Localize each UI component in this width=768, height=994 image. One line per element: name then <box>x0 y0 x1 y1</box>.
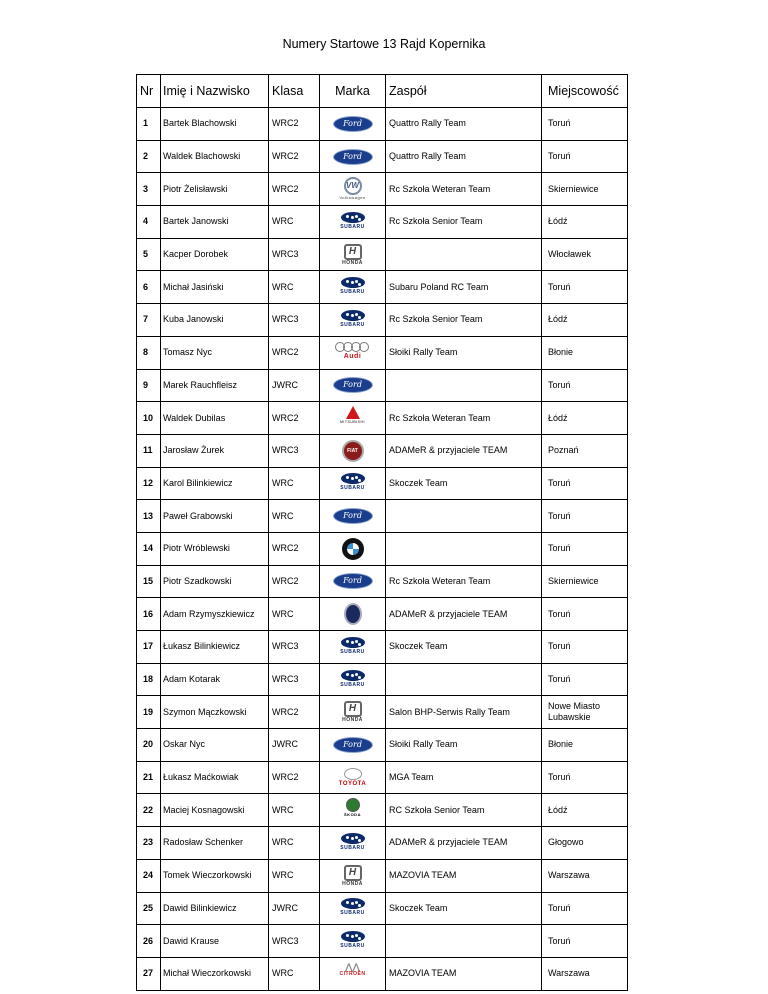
start-number: 16 <box>137 598 161 631</box>
brand-cell <box>320 173 386 206</box>
class-cell: WRC <box>269 859 320 892</box>
driver-name: Adam Rzymyszkiewicz <box>161 598 269 631</box>
subaru-logo: SUBARU <box>334 833 372 853</box>
start-number: 10 <box>137 402 161 435</box>
brand-cell <box>320 532 386 565</box>
start-number: 27 <box>137 957 161 990</box>
start-number: 21 <box>137 761 161 794</box>
honda-logo: H HONDA <box>342 245 363 266</box>
start-number: 2 <box>137 140 161 173</box>
start-number: 23 <box>137 827 161 860</box>
class-cell: WRC3 <box>269 304 320 337</box>
driver-name: Oskar Nyc <box>161 729 269 762</box>
driver-name: Michał Wieczorkowski <box>161 957 269 990</box>
table-row <box>137 271 628 304</box>
ford-logo: Ford <box>333 737 373 753</box>
brand-cell <box>320 271 386 304</box>
brand-cell <box>320 140 386 173</box>
brand-cell <box>320 369 386 402</box>
driver-name: Marek Rauchfleisz <box>161 369 269 402</box>
team-cell <box>386 238 542 271</box>
city-cell: Poznań <box>542 434 628 467</box>
class-cell: WRC <box>269 271 320 304</box>
header-nr: Nr <box>137 75 161 108</box>
brand-cell <box>320 598 386 631</box>
driver-name: Piotr Wróblewski <box>161 532 269 565</box>
class-cell: WRC <box>269 500 320 533</box>
subaru-logo: SUBARU <box>334 212 372 232</box>
team-cell: RC Szkoła Senior Team <box>386 794 542 827</box>
driver-name: Piotr Żelisławski <box>161 173 269 206</box>
class-cell: WRC <box>269 467 320 500</box>
class-cell: WRC3 <box>269 434 320 467</box>
brand-cell <box>320 827 386 860</box>
ford-logo: Ford <box>333 508 373 524</box>
city-cell: Włocławek <box>542 238 628 271</box>
start-number: 14 <box>137 532 161 565</box>
team-cell <box>386 663 542 696</box>
ford-logo: Ford <box>333 149 373 165</box>
driver-name: Waldek Dubilas <box>161 402 269 435</box>
team-cell: Słoiki Rally Team <box>386 729 542 762</box>
table-row <box>137 336 628 369</box>
table-row <box>137 957 628 990</box>
table-row <box>137 467 628 500</box>
class-cell: JWRC <box>269 729 320 762</box>
class-cell: WRC <box>269 957 320 990</box>
header-marka: Marka <box>320 75 386 108</box>
start-number: 6 <box>137 271 161 304</box>
city-cell: Toruń <box>542 892 628 925</box>
class-cell: JWRC <box>269 892 320 925</box>
class-cell: WRC2 <box>269 565 320 598</box>
subaru-logo: SUBARU <box>334 310 372 330</box>
table-row <box>137 598 628 631</box>
team-cell: Quattro Rally Team <box>386 108 542 141</box>
start-number: 20 <box>137 729 161 762</box>
table-row <box>137 827 628 860</box>
skoda-logo: ŠKODA <box>334 798 372 822</box>
team-cell: Rc Szkoła Senior Team <box>386 304 542 337</box>
class-cell: WRC <box>269 598 320 631</box>
class-cell: WRC2 <box>269 696 320 729</box>
class-cell: JWRC <box>269 369 320 402</box>
header-zespol: Zaspół <box>386 75 542 108</box>
table-row <box>137 140 628 173</box>
brand-cell <box>320 336 386 369</box>
brand-cell <box>320 631 386 664</box>
brand-cell <box>320 957 386 990</box>
driver-name: Łukasz Bilinkiewicz <box>161 631 269 664</box>
start-number: 7 <box>137 304 161 337</box>
header-miasto: Miejscowość <box>542 75 628 108</box>
city-cell: Warszawa <box>542 859 628 892</box>
table-row <box>137 532 628 565</box>
class-cell: WRC2 <box>269 761 320 794</box>
city-cell: Nowe Miasto Lubawskie <box>542 696 628 729</box>
table-row <box>137 500 628 533</box>
class-cell: WRC2 <box>269 173 320 206</box>
ford-logo: Ford <box>333 377 373 393</box>
team-cell: ADAMeR & przyjaciele TEAM <box>386 827 542 860</box>
class-cell: WRC2 <box>269 336 320 369</box>
table-row <box>137 206 628 239</box>
city-cell: Toruń <box>542 925 628 958</box>
bmw-logo <box>342 538 364 560</box>
driver-name: Kuba Janowski <box>161 304 269 337</box>
brand-cell <box>320 108 386 141</box>
table-row <box>137 565 628 598</box>
subaru-logo: SUBARU <box>334 931 372 951</box>
brand-cell <box>320 402 386 435</box>
subaru-logo: SUBARU <box>334 637 372 657</box>
driver-name: Karol Bilinkiewicz <box>161 467 269 500</box>
city-cell: Łódź <box>542 304 628 337</box>
honda-logo: H HONDA <box>342 703 363 724</box>
driver-name: Piotr Szadkowski <box>161 565 269 598</box>
table-row <box>137 696 628 729</box>
driver-name: Jarosław Żurek <box>161 434 269 467</box>
start-number: 11 <box>137 434 161 467</box>
start-number: 8 <box>137 336 161 369</box>
ford-logo: Ford <box>333 573 373 589</box>
brand-cell <box>320 238 386 271</box>
table-row <box>137 238 628 271</box>
mitsubishi-logo: MITSUBISHI <box>334 406 372 430</box>
start-list-table <box>136 74 628 991</box>
start-number: 15 <box>137 565 161 598</box>
city-cell: Głogowo <box>542 827 628 860</box>
class-cell: WRC <box>269 794 320 827</box>
brand-cell <box>320 729 386 762</box>
team-cell <box>386 532 542 565</box>
table-row <box>137 729 628 762</box>
team-cell: MGA Team <box>386 761 542 794</box>
driver-name: Maciej Kosnagowski <box>161 794 269 827</box>
city-cell: Łódź <box>542 794 628 827</box>
start-number: 24 <box>137 859 161 892</box>
header-name: Imię i Nazwisko <box>161 75 269 108</box>
team-cell: Salon BHP-Serwis Rally Team <box>386 696 542 729</box>
city-cell: Toruń <box>542 108 628 141</box>
table-row <box>137 892 628 925</box>
brand-cell <box>320 925 386 958</box>
table-row <box>137 859 628 892</box>
city-cell: Toruń <box>542 369 628 402</box>
team-cell <box>386 369 542 402</box>
city-cell: Toruń <box>542 598 628 631</box>
brand-cell <box>320 696 386 729</box>
table-row <box>137 402 628 435</box>
team-cell: Rc Szkoła Weteran Team <box>386 565 542 598</box>
table-row <box>137 304 628 337</box>
class-cell: WRC <box>269 827 320 860</box>
city-cell: Toruń <box>542 140 628 173</box>
table-row <box>137 434 628 467</box>
ford-logo: Ford <box>333 116 373 132</box>
team-cell: ADAMeR & przyjaciele TEAM <box>386 598 542 631</box>
start-number: 18 <box>137 663 161 696</box>
start-number: 26 <box>137 925 161 958</box>
subaru-logo: SUBARU <box>334 898 372 918</box>
brand-cell <box>320 761 386 794</box>
team-cell: ADAMeR & przyjaciele TEAM <box>386 434 542 467</box>
subaru-logo: SUBARU <box>334 277 372 297</box>
brand-cell <box>320 206 386 239</box>
team-cell: MAZOVIA TEAM <box>386 957 542 990</box>
city-cell: Toruń <box>542 532 628 565</box>
city-cell: Toruń <box>542 271 628 304</box>
city-cell: Skierniewice <box>542 173 628 206</box>
driver-name: Tomasz Nyc <box>161 336 269 369</box>
start-number: 25 <box>137 892 161 925</box>
subaru-logo: SUBARU <box>334 473 372 493</box>
start-number: 12 <box>137 467 161 500</box>
brand-cell <box>320 467 386 500</box>
driver-name: Dawid Krause <box>161 925 269 958</box>
city-cell: Błonie <box>542 729 628 762</box>
lancia-logo <box>344 603 362 625</box>
table-row <box>137 761 628 794</box>
table-row <box>137 631 628 664</box>
brand-cell <box>320 304 386 337</box>
team-cell: Quattro Rally Team <box>386 140 542 173</box>
table-row <box>137 663 628 696</box>
toyota-logo: TOYOTA <box>334 768 372 788</box>
city-cell: Warszawa <box>542 957 628 990</box>
class-cell: WRC3 <box>269 631 320 664</box>
table-header-row <box>137 75 628 108</box>
table-row <box>137 925 628 958</box>
start-number: 1 <box>137 108 161 141</box>
table-row <box>137 173 628 206</box>
city-cell: Łódź <box>542 206 628 239</box>
driver-name: Paweł Grabowski <box>161 500 269 533</box>
class-cell: WRC <box>269 206 320 239</box>
brand-cell <box>320 434 386 467</box>
class-cell: WRC2 <box>269 108 320 141</box>
brand-cell <box>320 859 386 892</box>
table-row <box>137 108 628 141</box>
start-number: 5 <box>137 238 161 271</box>
start-number: 13 <box>137 500 161 533</box>
city-cell: Toruń <box>542 467 628 500</box>
start-number: 9 <box>137 369 161 402</box>
class-cell: WRC2 <box>269 402 320 435</box>
team-cell: Skoczek Team <box>386 892 542 925</box>
brand-cell <box>320 565 386 598</box>
fiat-logo: FIAT <box>342 440 364 462</box>
city-cell: Toruń <box>542 663 628 696</box>
brand-cell <box>320 892 386 925</box>
driver-name: Radosław Schenker <box>161 827 269 860</box>
table-row <box>137 794 628 827</box>
start-number: 22 <box>137 794 161 827</box>
class-cell: WRC2 <box>269 532 320 565</box>
driver-name: Kacper Dorobek <box>161 238 269 271</box>
class-cell: WRC3 <box>269 238 320 271</box>
city-cell: Łódź <box>542 402 628 435</box>
brand-cell <box>320 663 386 696</box>
driver-name: Dawid Bilinkiewicz <box>161 892 269 925</box>
city-cell: Błonie <box>542 336 628 369</box>
team-cell: Skoczek Team <box>386 467 542 500</box>
start-number: 4 <box>137 206 161 239</box>
table-row <box>137 369 628 402</box>
driver-name: Waldek Blachowski <box>161 140 269 173</box>
brand-cell <box>320 500 386 533</box>
driver-name: Łukasz Maćkowiak <box>161 761 269 794</box>
volkswagen-logo: VW Volkswagen <box>334 177 372 201</box>
honda-logo: H HONDA <box>342 866 363 887</box>
city-cell: Toruń <box>542 631 628 664</box>
brand-cell <box>320 794 386 827</box>
team-cell <box>386 925 542 958</box>
page-title: Numery Startowe 13 Rajd Kopernika <box>282 37 486 51</box>
team-cell <box>386 500 542 533</box>
citroen-logo: ⋀⋀ CITROËN <box>339 961 366 977</box>
driver-name: Bartek Blachowski <box>161 108 269 141</box>
start-number: 19 <box>137 696 161 729</box>
driver-name: Bartek Janowski <box>161 206 269 239</box>
city-cell: Skierniewice <box>542 565 628 598</box>
team-cell: MAZOVIA TEAM <box>386 859 542 892</box>
team-cell: Skoczek Team <box>386 631 542 664</box>
class-cell: WRC2 <box>269 140 320 173</box>
city-cell: Toruń <box>542 500 628 533</box>
driver-name: Szymon Mączkowski <box>161 696 269 729</box>
city-cell: Toruń <box>542 761 628 794</box>
team-cell: Rc Szkoła Senior Team <box>386 206 542 239</box>
team-cell: Rc Szkoła Weteran Team <box>386 173 542 206</box>
driver-name: Michał Jasiński <box>161 271 269 304</box>
team-cell: Słoiki Rally Team <box>386 336 542 369</box>
driver-name: Adam Kotarak <box>161 663 269 696</box>
class-cell: WRC3 <box>269 925 320 958</box>
start-number: 3 <box>137 173 161 206</box>
team-cell: Subaru Poland RC Team <box>386 271 542 304</box>
header-klasa: Klasa <box>269 75 320 108</box>
team-cell: Rc Szkoła Weteran Team <box>386 402 542 435</box>
subaru-logo: SUBARU <box>334 670 372 690</box>
class-cell: WRC3 <box>269 663 320 696</box>
audi-logo: Audi <box>331 342 375 364</box>
start-number: 17 <box>137 631 161 664</box>
driver-name: Tomek Wieczorkowski <box>161 859 269 892</box>
